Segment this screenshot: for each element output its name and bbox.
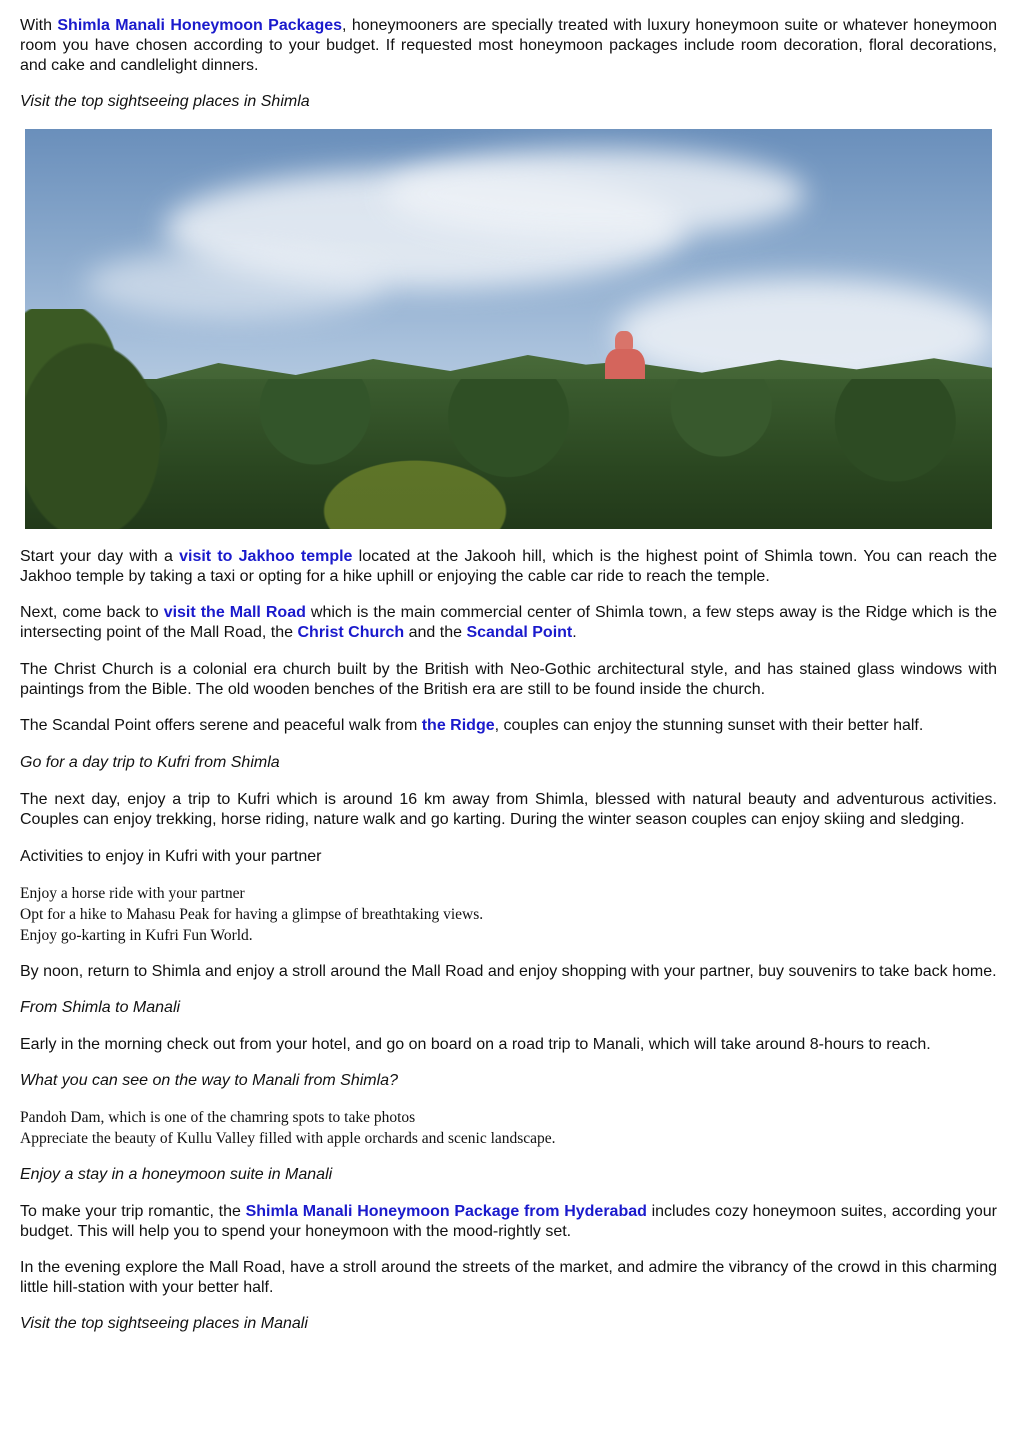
list-item: Enjoy go-karting in Kufri Fun World. xyxy=(20,927,253,944)
scandal-text-end: , couples can enjoy the stunning sunset with their better half. xyxy=(494,717,924,734)
jakhoo-text-end: located at the Jakooh hill, which is the highest point of Shimla town. You can reach the Jakhoo temple by taking a taxi or opting for a hike uphill or enjoying the cable car ride to reach the temple. xyxy=(20,548,997,585)
mall-road-link[interactable]: visit the Mall Road xyxy=(163,604,306,621)
list-item: Opt for a hike to Mahasu Peak for having a glimpse of breathtaking views. xyxy=(20,906,484,923)
jakhoo-paragraph xyxy=(20,547,997,587)
heading-shimla-sightseeing: Visit the top sightseeing places in Shimla xyxy=(20,93,310,110)
photo-foreground-foliage xyxy=(285,439,545,529)
jakhoo-temple-link[interactable]: visit to Jakhoo temple xyxy=(179,548,353,565)
suite-text-end: includes cozy honeymoon suites, according your budget. This will help you to spend your honeymoon with the mood-rightly set. xyxy=(20,1203,998,1240)
suite-paragraph xyxy=(20,1202,997,1242)
road-trip-paragraph: Early in the morning check out from your hotel, and go on board on a road trip to Manali, which will take around 8-hours to reach. xyxy=(20,1036,931,1053)
christ-church-link[interactable]: Christ Church xyxy=(297,624,405,641)
intro-text-start: With xyxy=(20,17,58,34)
list-item: Enjoy a horse ride with your partner xyxy=(20,885,245,902)
shimla-manali-packages-link[interactable]: Shimla Manali Honeymoon Packages xyxy=(57,17,343,34)
heading-shimla-to-manali: From Shimla to Manali xyxy=(20,999,181,1016)
kufri-activities-title: Activities to enjoy in Kufri with your partner xyxy=(20,848,322,865)
scandal-text-start: The Scandal Point offers serene and peaceful walk from xyxy=(20,717,422,734)
kufri-paragraph: The next day, enjoy a trip to Kufri which is around 16 km away from Shimla, blessed with natural beauty and adventurous activities. Couples can enjoy trekking, horse riding, nature walk and go karting. During the winter season couples can enjoy skiing and sledging. xyxy=(20,791,997,828)
photo-foreground-trees xyxy=(25,309,185,529)
hyderabad-package-link[interactable]: Shimla Manali Honeymoon Package from Hyderabad xyxy=(245,1203,647,1220)
mall-text-end: . xyxy=(572,624,577,641)
scandal-point-paragraph xyxy=(20,716,997,736)
noon-paragraph: By noon, return to Shimla and enjoy a stroll around the Mall Road and enjoy shopping with your partner, buy souvenirs to take back home. xyxy=(20,963,997,980)
photo-cloud xyxy=(385,149,805,239)
christ-church-paragraph: The Christ Church is a colonial era church built by the British with Neo-Gothic architectural style, and has stained glass windows with paintings from the Bible. The old wooden benches of the British era are still to be found inside the church. xyxy=(20,661,997,698)
jakhoo-temple-photo xyxy=(25,129,992,529)
heading-kufri-trip: Go for a day trip to Kufri from Shimla xyxy=(20,754,280,771)
heading-honeymoon-suite: Enjoy a stay in a honeymoon suite in Manali xyxy=(20,1166,333,1183)
kufri-activities-list xyxy=(20,883,997,946)
suite-text-start: To make your trip romantic, the xyxy=(20,1203,246,1220)
heading-on-the-way: What you can see on the way to Manali from Shimla? xyxy=(20,1072,398,1089)
jakhoo-text-start: Start your day with a xyxy=(20,548,180,565)
evening-paragraph: In the evening explore the Mall Road, have a stroll around the streets of the market, and admire the vibrancy of the crowd in this charming little hill-station with your better half. xyxy=(20,1259,997,1296)
mall-road-paragraph xyxy=(20,603,997,643)
on-the-way-list xyxy=(20,1107,997,1149)
scandal-point-link[interactable]: Scandal Point xyxy=(466,624,573,641)
heading-manali-sightseeing: Visit the top sightseeing places in Manali xyxy=(20,1315,308,1332)
mall-text-mid: which is the main commercial center of Shimla town, a few steps away is the Ridge which is the intersecting point of the Mall Road, the xyxy=(20,604,998,641)
document-page xyxy=(20,16,997,1334)
intro-paragraph xyxy=(20,16,997,76)
mall-text-and: and the xyxy=(404,624,467,641)
intro-text-end: , honeymooners are specially treated with luxury honeymoon suite or whatever honeymoon room you have chosen according to your budget. If requested most honeymoon packages include room decoration, floral decorations, and cake and candlelight dinners. xyxy=(20,17,998,74)
list-item: Appreciate the beauty of Kullu Valley filled with apple orchards and scenic landscape. xyxy=(20,1130,556,1147)
list-item: Pandoh Dam, which is one of the chamring spots to take photos xyxy=(20,1109,416,1126)
mall-text-start: Next, come back to xyxy=(20,604,164,621)
the-ridge-link[interactable]: the Ridge xyxy=(421,717,495,734)
